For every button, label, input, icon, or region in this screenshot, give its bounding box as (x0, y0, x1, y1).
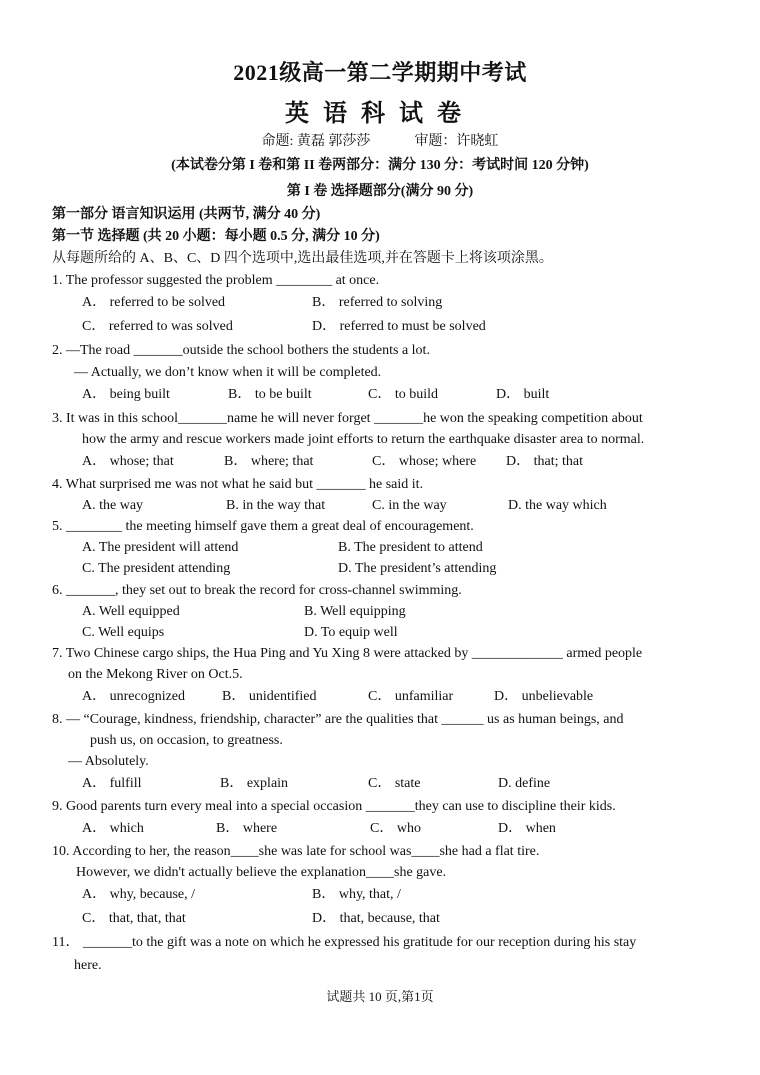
option-b: B. Well equipping (304, 604, 406, 619)
question-stem: 3. It was in this school_______name he will never forget _______he won the speaking competition about (52, 411, 643, 426)
option-a: A． being built (82, 387, 170, 402)
authors: 命题: 黄磊 郭莎莎 (261, 134, 371, 149)
option-d: D． that, because, that (312, 911, 440, 926)
option-b: B． why, that, / (312, 887, 401, 902)
option-d: D． that; that (506, 454, 583, 469)
question-stem: 6. _______, they set out to break the record for cross-channel swimming. (52, 583, 462, 598)
question-stem: push us, on occasion, to greatness. (90, 733, 283, 748)
option-c: C. The president attending (82, 561, 231, 576)
option-c: C． unfamiliar (368, 689, 454, 704)
exam-meta (0, 130, 760, 150)
page-footer: 试题共 10 页,第1页 (326, 989, 434, 1004)
question-stem: 8. — “Courage, kindness, friendship, character” are the qualities that ______ us as human beings, and (52, 712, 624, 727)
option-c: C． to build (368, 387, 439, 402)
option-b: B． where (216, 821, 278, 836)
option-c: C． who (370, 821, 421, 836)
option-d: D． built (496, 387, 550, 402)
option-c: C． that, that, that (82, 911, 186, 926)
option-a: A. Well equipped (82, 604, 180, 619)
section-heading: 第一节 选择题 (共 20 小题：每小题 0.5 分, 满分 10 分) (52, 229, 380, 244)
question-stem: how the army and rescue workers made joint efforts to return the earthquake disaster area to normal. (82, 432, 645, 447)
question-stem: here. (74, 958, 102, 973)
option-a: A． referred to be solved (82, 295, 226, 310)
option-c: C． whose; where (372, 454, 477, 469)
option-b: B． to be built (228, 387, 312, 402)
question-stem: 5. ________ the meeting himself gave them a great deal of encouragement. (52, 519, 474, 534)
volume-heading: 第 I 卷 选择题部分(满分 90 分) (286, 184, 474, 199)
question-stem: — Absolutely. (68, 754, 149, 769)
option-b: B. The president to attend (338, 540, 483, 555)
option-b: B． unidentified (222, 689, 317, 704)
question-stem: 7. Two Chinese cargo ships, the Hua Ping and Yu Xing 8 were attacked by _____________ armed people (52, 646, 643, 661)
option-c: C. in the way (372, 498, 447, 513)
exam-note: (本试卷分第 I 卷和第 II 卷两部分：满分 130 分：考试时间 120 分钟) (171, 158, 589, 173)
question-stem: 9. Good parents turn every meal into a special occasion _______they can use to discipline their kids. (52, 799, 616, 814)
option-d: D. To equip well (304, 625, 398, 640)
option-c: C. Well equips (82, 625, 165, 640)
option-a: A. the way (82, 498, 144, 513)
option-d: D. the way which (508, 498, 607, 513)
option-d: D． unbelievable (494, 689, 594, 704)
question-stem: 11． _______to the gift was a note on which he expressed his gratitude for our reception during his stay (52, 935, 637, 950)
option-a: A． whose; that (82, 454, 174, 469)
question-stem: on the Mekong River on Oct.5. (68, 667, 243, 682)
instructions: 从每题所给的 A、B、C、D 四个选项中,选出最佳选项,并在答题卡上将该项涂黑。 (52, 251, 553, 266)
exam-subtitle: 英语科试卷 (285, 101, 475, 127)
question-stem: 4. What surprised me was not what he said but _______ he said it. (52, 477, 424, 492)
option-c: C． referred to was solved (82, 319, 233, 334)
exam-title: 2021级高一第二学期期中考试 (233, 60, 527, 85)
option-b: B． where; that (224, 454, 314, 469)
option-a: A． why, because, / (82, 887, 196, 902)
question-stem: 10. According to her, the reason____she was late for school was____she had a flat tire. (52, 844, 540, 859)
option-d: D． when (498, 821, 556, 836)
reviewer: 审题：许晓虹 (414, 134, 499, 149)
option-d: D． referred to must be solved (312, 319, 486, 334)
option-c: C． state (368, 776, 421, 791)
option-a: A． fulfill (82, 776, 142, 791)
question-stem: 2. —The road _______outside the school bothers the students a lot. (52, 343, 430, 358)
option-b: B． explain (220, 776, 289, 791)
option-d: D. define (498, 776, 551, 791)
question-stem: However, we didn't actually believe the explanation____she gave. (76, 865, 447, 880)
part-heading: 第一部分 语言知识运用 (共两节, 满分 40 分) (52, 207, 321, 222)
question-stem: 1. The professor suggested the problem ________ at once. (52, 273, 380, 288)
option-a: A. The president will attend (82, 540, 239, 555)
option-a: A． unrecognized (82, 689, 186, 704)
option-b: B． referred to solving (312, 295, 443, 310)
option-b: B. in the way that (226, 498, 326, 513)
question-stem: — Actually, we don’t know when it will be completed. (74, 365, 382, 380)
option-d: D. The president’s attending (338, 561, 497, 576)
option-a: A． which (82, 821, 144, 836)
